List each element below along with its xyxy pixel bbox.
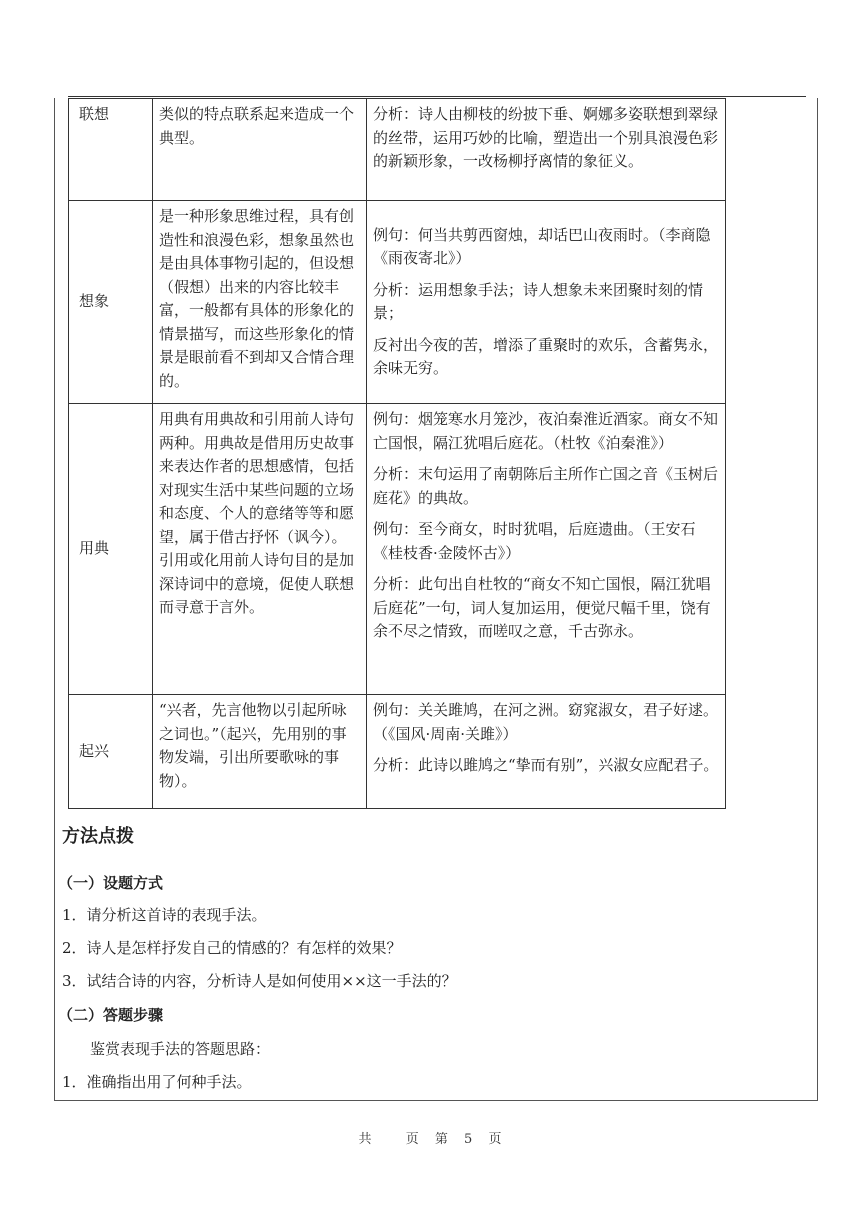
footer-total: 共 — [358, 1132, 372, 1147]
example-text: 例句：何当共剪西窗烛，却话巴山夜雨时。（李商隐《雨夜寄北》） — [373, 225, 711, 267]
technique-definition: “兴者，先言他物以引起所咏之词也。”（起兴，先用别的事物发端，引出所要歌咏的事物）。 — [153, 695, 367, 809]
technique-name: 想象 — [69, 201, 153, 404]
part1-title: （一）设题方式 — [58, 874, 164, 892]
technique-name: 用典 — [69, 404, 153, 695]
table-row — [69, 99, 726, 201]
technique-definition: 是一种形象思维过程，具有创造性和浪漫色彩，想象虽然也是由具体事物引起的，但设想（假想）出来的内容比较丰富，一般都有具体的形象化的情景描写，而这些形象化的情景是眼前看不到却又合情合理的。 — [153, 201, 367, 404]
technique-examples — [367, 404, 726, 695]
technique-examples — [367, 695, 726, 809]
example-text: 例句：关关雎鸠，在河之洲。窈窕淑女，君子好逑。（《国风·周南·关雎》） — [373, 701, 719, 743]
step-item: 1．准确指出用了何种手法。 — [62, 1073, 252, 1091]
question-item: 2．诗人是怎样抒发自己的情感的？有怎样的效果？ — [62, 939, 402, 957]
table-row — [69, 695, 726, 809]
table-row — [69, 201, 726, 404]
example-text: 例句：至今商女，时时犹唱，后庭遗曲。（王安石《桂枝香·金陵怀古》） — [373, 520, 696, 562]
page-number: 5 — [464, 1132, 473, 1147]
footer-unit: 页 — [405, 1132, 419, 1147]
technique-definition: 用典有用典故和引用前人诗句两种。用典故是借用历史故事来表达作者的思想感情，包括对现实生活中某些问题的立场和态度、个人的意绪等等和愿望，属于借古抒怀（讽今）。引用或化用前人诗句目的是加深诗词中的意境，促使人联想而寻意于言外。 — [153, 404, 367, 695]
technique-name: 起兴 — [69, 695, 153, 809]
part2-title: （二）答题步骤 — [58, 1006, 164, 1024]
section-title: 方法点拨 — [62, 826, 134, 847]
question-item: 1．请分析这首诗的表现手法。 — [62, 906, 267, 924]
technique-examples — [367, 99, 726, 201]
example-text: 分析：运用想象手法；诗人想象未来团聚时刻的情景； — [373, 280, 704, 322]
footer-prefix: 第 — [434, 1132, 448, 1147]
example-text: 分析：此诗以雎鸠之“挚而有别”，兴淑女应配君子。 — [373, 756, 719, 774]
technique-examples — [367, 201, 726, 404]
table-row — [69, 404, 726, 695]
footer-suffix: 页 — [488, 1132, 502, 1147]
example-text: 分析：此句出自杜牧的“商女不知亡国恨，隔江犹唱后庭花”一句，词人复加运用，便觉尺幅千里，饶有余不尽之情致，而嗟叹之意，千古弥永。 — [373, 575, 711, 640]
example-text: 分析：诗人由柳枝的纷披下垂、婀娜多姿联想到翠绿的丝带，运用巧妙的比喻，塑造出一个别具浪漫色彩的新颖形象，一改杨柳抒离情的象征义。 — [373, 105, 719, 170]
techniques-table — [68, 98, 726, 809]
technique-definition: 类似的特点联系起来造成一个典型。 — [153, 99, 367, 201]
technique-name: 联想 — [69, 99, 153, 201]
example-text: 例句：烟笼寒水月笼沙，夜泊秦淮近酒家。商女不知亡国恨，隔江犹唱后庭花。（杜牧《泊秦淮》） — [373, 410, 719, 452]
example-text: 反衬出今夜的苦，增添了重聚时的欢乐，含蓄隽永，余味无穷。 — [373, 335, 719, 377]
page-footer — [0, 1128, 860, 1147]
part2-intro: 鉴赏表现手法的答题思路： — [90, 1040, 271, 1058]
example-text: 分析：末句运用了南朝陈后主所作亡国之音《玉树后庭花》的典故。 — [373, 465, 719, 507]
top-rule — [68, 96, 806, 97]
question-item: 3．试结合诗的内容，分析诗人是如何使用××这一手法的？ — [62, 972, 457, 990]
